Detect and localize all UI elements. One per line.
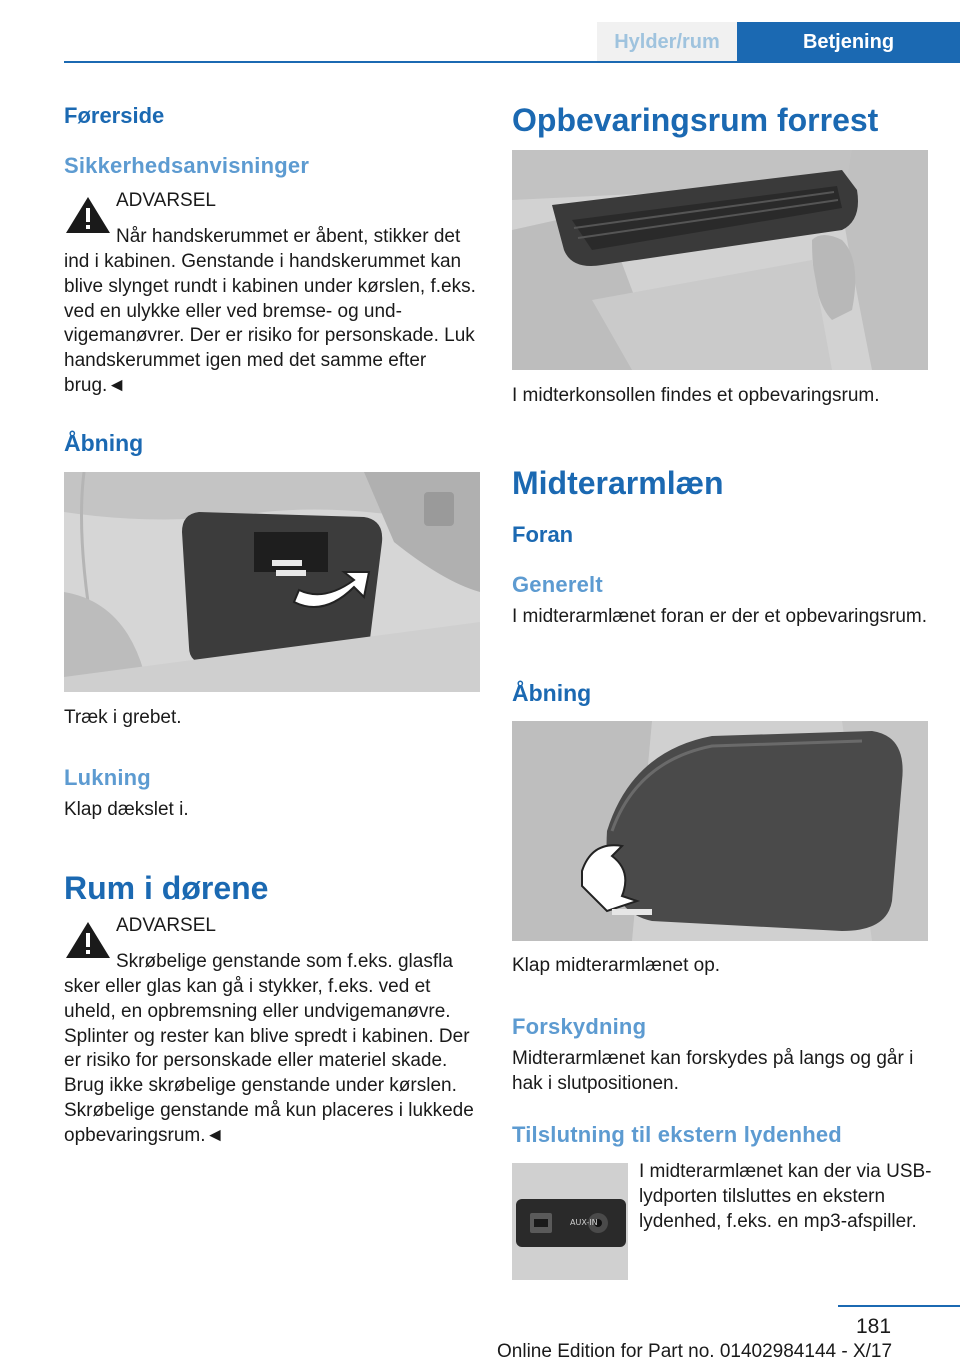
doors-heading: Rum i dørene bbox=[64, 870, 269, 906]
tab-betjening[interactable]: Betjening bbox=[737, 22, 960, 62]
front-heading: Foran bbox=[512, 522, 574, 547]
warning-title: ADVARSEL bbox=[116, 915, 216, 936]
warning-first-line: Når handskerummet er åbent, stikker det bbox=[116, 226, 461, 247]
warning-triangle-icon bbox=[64, 920, 112, 960]
opening-heading: Åbning bbox=[64, 430, 144, 456]
safety-heading: Sikkerhedsanvisninger bbox=[64, 153, 310, 178]
tab-hylder-rum[interactable]: Hylder/rum bbox=[597, 22, 737, 62]
page-number: 181 bbox=[856, 1315, 892, 1338]
section-heading-forerside: Førerside bbox=[64, 103, 165, 128]
general-text: I midterarmlænet foran er der et opbevaringsrum. bbox=[512, 606, 928, 627]
page-header bbox=[0, 0, 960, 62]
armrest-opening-caption: Klap midterarmlænet op. bbox=[512, 955, 721, 976]
front-storage-caption: I midterkonsollen findes et opbevaringsrum. bbox=[512, 385, 880, 406]
armrest-opening-heading: Åbning bbox=[512, 680, 592, 706]
footer-divider bbox=[838, 1305, 960, 1307]
aux-label-left: AUX-IN bbox=[570, 1218, 598, 1227]
center-console-image bbox=[512, 150, 928, 370]
front-storage-heading: Opbevaringsrum forrest bbox=[512, 102, 879, 138]
warning-body: sker eller glas kan gå i stykker, f.eks. ved et uheld, en opbremsning eller undvigemanøvre. Splinter og rester kan blive spredt i kabinen. Der er risiko for personskade eller materiel skade. Brug ikke skrøbelige genstande under kørslen. Skrøbelige genstande må kun placeres i lukkede opbevaringsrum.◄ bbox=[64, 976, 474, 1146]
warning-first-line: Skrøbelige genstande som f.eks. glasfla bbox=[116, 951, 453, 972]
warning-title: ADVARSEL bbox=[116, 190, 216, 211]
warning-triangle-icon bbox=[64, 195, 112, 235]
armrest-image bbox=[512, 721, 928, 941]
shift-text: Midterarmlænet kan forskydes på langs og går i hak i slutpositionen. bbox=[512, 1048, 914, 1094]
shift-heading: Forskydning bbox=[512, 1014, 647, 1039]
general-heading: Generelt bbox=[512, 572, 603, 597]
aux-heading: Tilslutning til ekstern lydenhed bbox=[512, 1122, 842, 1147]
warning-body: ind i kabinen. Genstande i handskerummet kan blive slynget rundt i kabinen under kørslen, f.eks. ved en ulykke eller ved bremse- og undvigemanøvrer. Der er risiko for personskade. Luk handskerummet igen med det samme efter brug.◄ bbox=[64, 251, 476, 396]
armrest-heading: Midterarmlæn bbox=[512, 465, 724, 501]
edition-footer: Online Edition for Part no. 01402984144 - X/17 bbox=[497, 1341, 893, 1362]
aux-text: I midterarmlænet kan der via USB-lydporten tilsluttes en ekstern lydenhed, f.eks. en mp3-afspiller. bbox=[639, 1161, 932, 1232]
usb-aux-port-image bbox=[512, 1163, 628, 1280]
glovebox-image bbox=[64, 472, 480, 692]
closing-text: Klap dækslet i. bbox=[64, 799, 189, 820]
opening-caption: Træk i grebet. bbox=[64, 707, 182, 728]
header-divider bbox=[64, 61, 960, 63]
closing-heading: Lukning bbox=[64, 765, 151, 790]
